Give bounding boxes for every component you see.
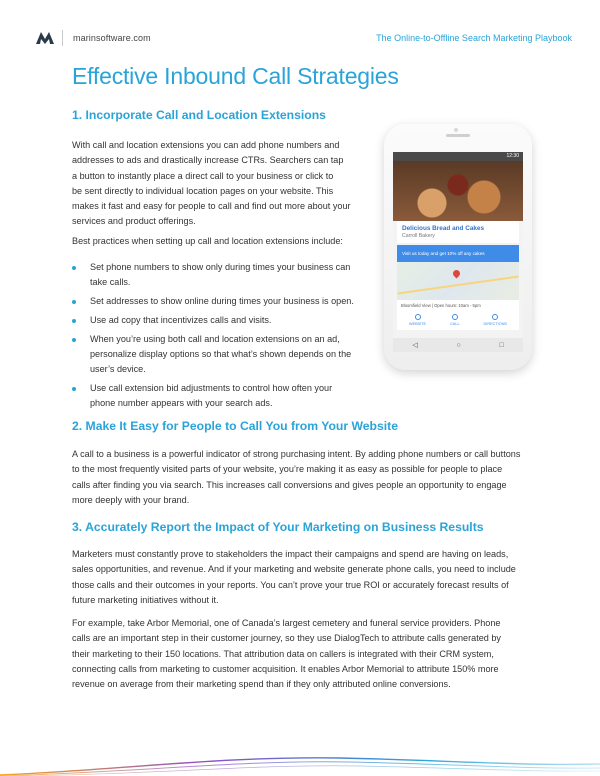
map-pin-icon <box>452 269 462 279</box>
camera-icon <box>454 128 458 132</box>
paragraph-line: With call and location extensions you can add phone numbers and <box>72 140 340 150</box>
bullet-icon <box>72 300 76 304</box>
footer-swoosh <box>0 736 600 776</box>
site-url[interactable]: marinsoftware.com <box>73 33 151 43</box>
paragraph-line: For example, take Arbor Memorial, one of Canada’s largest cemetery and funeral service providers. Phone <box>72 618 501 628</box>
phone-icon <box>452 314 458 320</box>
section-1-paragraph <box>72 138 372 230</box>
paragraph-line: those calls and their outcomes in your reports. You can’t prove your true ROI or accurately forecast results of <box>72 579 509 590</box>
best-practices-intro: Best practices when setting up call and location extensions include: <box>72 236 343 246</box>
phone-screen <box>393 152 523 352</box>
paragraph-line: future marketing initiatives without it. <box>72 594 219 605</box>
paragraph-line: revenue on average from their marketing spend than if they only attributed online conversions. <box>72 679 451 690</box>
paragraph-line: connecting calls from marketing to customer acquisition. It enables Arbor Memorial to attribute 150% more <box>72 663 499 674</box>
business-name[interactable]: Delicious Bread and Cakes <box>402 225 485 232</box>
bullet-icon <box>72 319 76 323</box>
paragraph-line: their marketing to their 150 locations. That attribution data on callers is integrated with their CRM system, <box>72 648 494 659</box>
paragraph-line: makes it fast and easy for people to call and find out more about your <box>72 201 351 212</box>
paragraph-line: more deeply with your brand. <box>72 494 190 505</box>
speaker-icon <box>446 134 470 137</box>
bullet-icon <box>72 387 76 391</box>
paragraph-line: calls are an important step in their customer journey, so they use DialogTech to attribute calls generated by <box>72 633 501 644</box>
paragraph-line: services and product offerings. <box>72 216 196 227</box>
page-header <box>36 28 572 48</box>
business-card <box>397 221 519 243</box>
recents-icon[interactable]: □ <box>499 341 504 349</box>
promo-banner[interactable]: Visit us today and get 10% off any cakes <box>397 245 519 262</box>
business-hours: Bloomfield View | Open hours: 10am - 5pm <box>397 300 519 311</box>
map-preview[interactable] <box>397 262 519 300</box>
document-title: The Online-to-Offline Search Marketing Playbook <box>376 33 572 43</box>
list-item: Use ad copy that incentivizes calls and visits. <box>72 313 372 328</box>
home-icon[interactable]: ○ <box>456 341 461 349</box>
section-1-heading: 1. Incorporate Call and Location Extensions <box>72 108 326 122</box>
page-title: Effective Inbound Call Strategies <box>72 63 399 89</box>
paragraph-line: to the most frequently visited parts of your website, you’re making it as easy as possible for people to place <box>72 464 503 475</box>
header-divider <box>62 30 63 46</box>
paragraph-line: sales opportunities, and revenue. And if your marketing and website generate phone calls, you need to include <box>72 564 516 575</box>
back-icon[interactable]: ◁ <box>412 342 418 349</box>
android-nav-bar <box>393 338 523 352</box>
paragraph-line: a button to instantly place a direct call to your business or click to <box>72 170 334 181</box>
section-2-heading: 2. Make It Easy for People to Call You from Your Website <box>72 419 398 433</box>
phone-mockup <box>384 124 532 370</box>
list-item: Set phone numbers to show only during times your business can take calls. <box>72 260 372 291</box>
list-item: Set addresses to show online during times your business is open. <box>72 294 372 309</box>
directions-icon <box>492 314 498 320</box>
section-3-paragraph-2 <box>72 616 542 692</box>
list-item: Use call extension bid adjustments to control how often your phone number appears with your search ads. <box>72 381 372 412</box>
list-item: When you’re using both call and location extensions on an ad, personalize display options so that what’s shown depends on the user’s device. <box>72 332 372 378</box>
bullet-icon <box>72 266 76 270</box>
cake-photo <box>393 161 523 221</box>
action-buttons <box>397 311 519 330</box>
marin-logo-icon <box>36 31 54 45</box>
paragraph-line: addresses to ads and drastically increase CTRs. Searchers can tap <box>72 155 344 166</box>
bullet-icon <box>72 338 76 342</box>
section-3-paragraph-1 <box>72 547 542 608</box>
map-road <box>397 276 518 295</box>
globe-icon <box>415 314 421 320</box>
best-practices-list <box>72 260 372 415</box>
paragraph-line: Marketers must constantly prove to stakeholders the impact their campaigns and spend are having on leads, <box>72 549 509 559</box>
status-bar: 12:30 <box>393 152 523 161</box>
paragraph-line: calls after finding you via search. This increases call conversions and gives people an opportunity to engage <box>72 479 507 490</box>
directions-button[interactable]: DIRECTIONS <box>484 314 507 326</box>
website-button[interactable]: WEBSITE <box>409 314 426 326</box>
business-type: Carroll Bakery <box>402 233 435 239</box>
paragraph-line: be sent directly to individual location pages on your website. This <box>72 185 334 196</box>
section-2-paragraph <box>72 447 542 508</box>
call-button[interactable]: CALL <box>450 314 460 326</box>
section-3-heading: 3. Accurately Report the Impact of Your Marketing on Business Results <box>72 520 484 534</box>
paragraph-line: A call to a business is a powerful indicator of strong purchasing intent. By adding phone numbers or call buttons <box>72 449 521 459</box>
